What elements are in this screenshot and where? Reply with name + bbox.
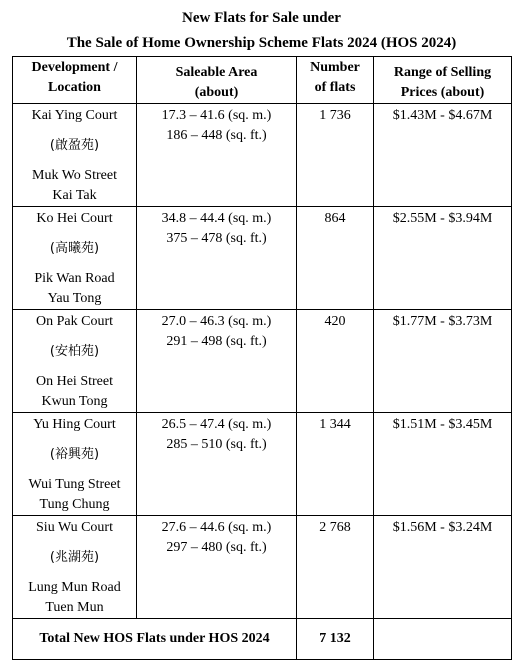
- saleable-area-cell: [137, 516, 297, 619]
- development-chinese-name: (啟盈苑): [49, 138, 100, 153]
- development-chinese-name: (高曦苑): [49, 241, 100, 256]
- area-sqm: 26.5 – 47.4 (sq. m.): [161, 417, 272, 432]
- number-of-flats-cell: 1 736: [297, 104, 374, 207]
- development-name: Kai Ying Court: [31, 108, 118, 123]
- saleable-area-cell: [137, 413, 297, 516]
- price-range-cell: $1.51M - $3.45M: [374, 413, 512, 516]
- development-location: Pik Wan Road Yau Tong: [34, 271, 115, 306]
- table-row: [13, 207, 512, 310]
- development-location: Wui Tung Street Tung Chung: [28, 477, 121, 512]
- price-range-cell: $1.43M - $4.67M: [374, 104, 512, 207]
- development-cell: [13, 310, 137, 413]
- price-range-cell: $1.77M - $3.73M: [374, 310, 512, 413]
- development-location: On Hei Street Kwun Tong: [36, 374, 113, 409]
- saleable-area-cell: [137, 310, 297, 413]
- development-location: Lung Mun Road Tuen Mun: [28, 580, 121, 615]
- number-of-flats-cell: 864: [297, 207, 374, 310]
- table-row: [13, 104, 512, 207]
- development-name: Yu Hing Court: [33, 417, 116, 432]
- header-saleable-area: Saleable Area (about): [137, 57, 297, 104]
- total-row: [13, 619, 512, 660]
- total-price-empty: [374, 619, 512, 660]
- area-sqft: 186 – 448 (sq. ft.): [166, 128, 267, 143]
- development-chinese-name: (兆湖苑): [49, 550, 100, 565]
- hos-flats-table: [12, 56, 512, 660]
- area-sqm: 27.6 – 44.6 (sq. m.): [161, 520, 272, 535]
- number-of-flats-cell: 1 344: [297, 413, 374, 516]
- development-name: On Pak Court: [36, 314, 113, 329]
- area-sqft: 297 – 480 (sq. ft.): [166, 540, 267, 555]
- number-of-flats-cell: 420: [297, 310, 374, 413]
- price-range-cell: $1.56M - $3.24M: [374, 516, 512, 619]
- area-sqm: 34.8 – 44.4 (sq. m.): [161, 211, 272, 226]
- table-row: [13, 310, 512, 413]
- saleable-area-cell: [137, 207, 297, 310]
- area-sqm: 17.3 – 41.6 (sq. m.): [161, 108, 272, 123]
- total-number: 7 132: [297, 619, 374, 660]
- area-sqm: 27.0 – 46.3 (sq. m.): [161, 314, 272, 329]
- development-cell: [13, 516, 137, 619]
- page-title-line2: The Sale of Home Ownership Scheme Flats 2024 (HOS 2024): [66, 35, 457, 51]
- saleable-area-cell: [137, 104, 297, 207]
- header-development-location: Development / Location: [13, 57, 137, 104]
- area-sqft: 285 – 510 (sq. ft.): [166, 437, 267, 452]
- page-title-line1: New Flats for Sale under: [182, 10, 341, 26]
- table-row: [13, 516, 512, 619]
- total-label: Total New HOS Flats under HOS 2024: [13, 619, 297, 660]
- development-cell: [13, 413, 137, 516]
- area-sqft: 291 – 498 (sq. ft.): [166, 334, 267, 349]
- development-name: Siu Wu Court: [36, 520, 113, 535]
- development-name: Ko Hei Court: [36, 211, 113, 226]
- header-price-range: Range of Selling Prices (about): [374, 57, 512, 104]
- header-number-of-flats: Number of flats: [297, 57, 374, 104]
- price-range-cell: $2.55M - $3.94M: [374, 207, 512, 310]
- area-sqft: 375 – 478 (sq. ft.): [166, 231, 267, 246]
- development-chinese-name: (安柏苑): [49, 344, 100, 359]
- development-chinese-name: (裕興苑): [49, 447, 100, 462]
- number-of-flats-cell: 2 768: [297, 516, 374, 619]
- development-location: Muk Wo Street Kai Tak: [32, 168, 117, 203]
- development-cell: [13, 207, 137, 310]
- table-header-row: [13, 57, 512, 104]
- development-cell: [13, 104, 137, 207]
- table-row: [13, 413, 512, 516]
